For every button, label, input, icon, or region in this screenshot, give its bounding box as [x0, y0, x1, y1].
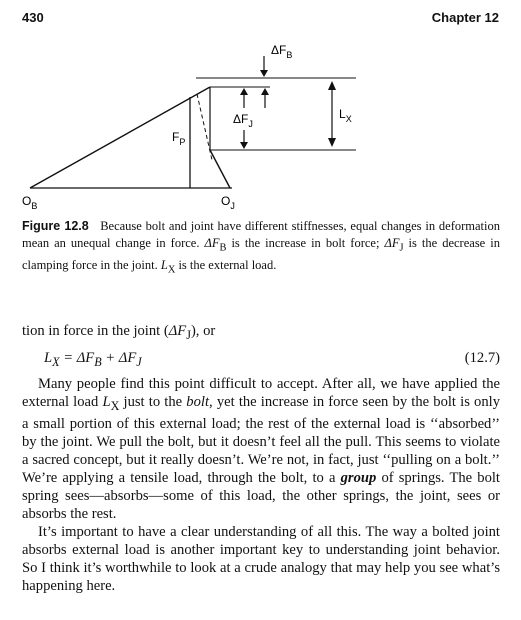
- line-1-a: tion in force in the joint (: [22, 323, 169, 339]
- chapter-title: Chapter 12: [431, 10, 499, 25]
- equation-expression: [22, 349, 142, 371]
- dfb-label: $\Delta F_B$: [271, 43, 293, 60]
- eq-mid: = ΔF: [59, 349, 95, 366]
- p1-c: yet the increase in force seen by the bolt is only a small portion of this external load; the rest of the external load is ‘‘absorbed’’ by the joint. We pull the bolt, but it doesn’t feel all the pull. This seems to violate a sacred concept, but it really doesn’t. We’re not, in fact, just ‘‘pulling on a bolt.’’ We’re applying a tensile load, through the bolt, to a: [22, 393, 500, 486]
- p1-b: just to the: [119, 393, 187, 410]
- caption-text-2: is the increase in bolt force;: [226, 235, 385, 250]
- p1-a: Many people find this point difficult to accept. After all, we have applied the external load: [22, 375, 500, 410]
- dfj-arrowhead-left: [240, 88, 248, 95]
- paragraph-2: It’s important to have a clear understanding of all this. The way a bolted joint absorbs external load is another important key to understanding joint behavior. So I think it’s worthwhile to look at a crude analogy that may help you see what’s happening here.: [22, 523, 500, 594]
- eq-lhs: L: [44, 349, 53, 366]
- dfj-arrowhead-right: [261, 88, 269, 95]
- dfj-arrowhead-bottom: [240, 142, 248, 149]
- caption-dfj-sub: J: [399, 242, 404, 253]
- caption-text-3: is the decrease in clamping force in the joint.: [22, 235, 500, 272]
- joint-diagram-figure: [0, 0, 521, 215]
- eq-lhs-sub: X: [52, 354, 60, 369]
- caption-lx: L: [160, 257, 168, 272]
- equation-number: (12.7): [464, 349, 500, 366]
- paragraph-1: [22, 375, 500, 523]
- equation-12-7: [22, 349, 500, 371]
- lx-label: $L_X$: [339, 107, 352, 124]
- p1-d: of springs. The bolt spring sees—absorbs—some of this load, the other springs, the joint, sees or absorbs the rest.: [22, 469, 500, 522]
- caption-text-1: Because bolt and joint have different stiffnesses, equal changes in deformation mean an unequal change in force.: [22, 219, 501, 250]
- joint-stiffness-line: [210, 150, 230, 188]
- caption-dfj: ΔF: [384, 235, 400, 250]
- caption-text-4: is the external load.: [175, 257, 277, 272]
- caption-lx-sub: X: [167, 264, 176, 275]
- p1-var: L: [102, 393, 111, 410]
- dfj-label: $\Delta F_J$: [233, 112, 253, 129]
- line-1-sub: J: [186, 327, 191, 342]
- body-text: [22, 322, 500, 595]
- caption-dfb: ΔF: [204, 235, 220, 250]
- figure-label: Figure 12.8: [22, 219, 89, 233]
- ob-label: $O_B$: [22, 194, 38, 211]
- p1-var-sub: X: [110, 398, 120, 413]
- caption-dfb-sub: B: [219, 242, 227, 253]
- line-1-b: ), or: [190, 323, 216, 339]
- dfb-arrowhead: [260, 70, 268, 77]
- line-1-var: ΔF: [168, 323, 187, 339]
- lx-arrowhead-top: [328, 81, 336, 90]
- eq-plus: + ΔF: [101, 349, 137, 366]
- figure-caption: [22, 218, 500, 279]
- eq-mid-sub: B: [94, 354, 102, 369]
- page-number: 430: [22, 10, 44, 25]
- p1-bolt: bolt,: [186, 393, 213, 410]
- oj-label: $O_J$: [221, 194, 235, 211]
- p1-group: group: [340, 469, 377, 486]
- eq-plus-sub: J: [136, 354, 142, 369]
- lx-arrowhead-bottom: [328, 138, 336, 147]
- fp-label: $F_P$: [172, 130, 186, 147]
- line-1: [22, 322, 500, 344]
